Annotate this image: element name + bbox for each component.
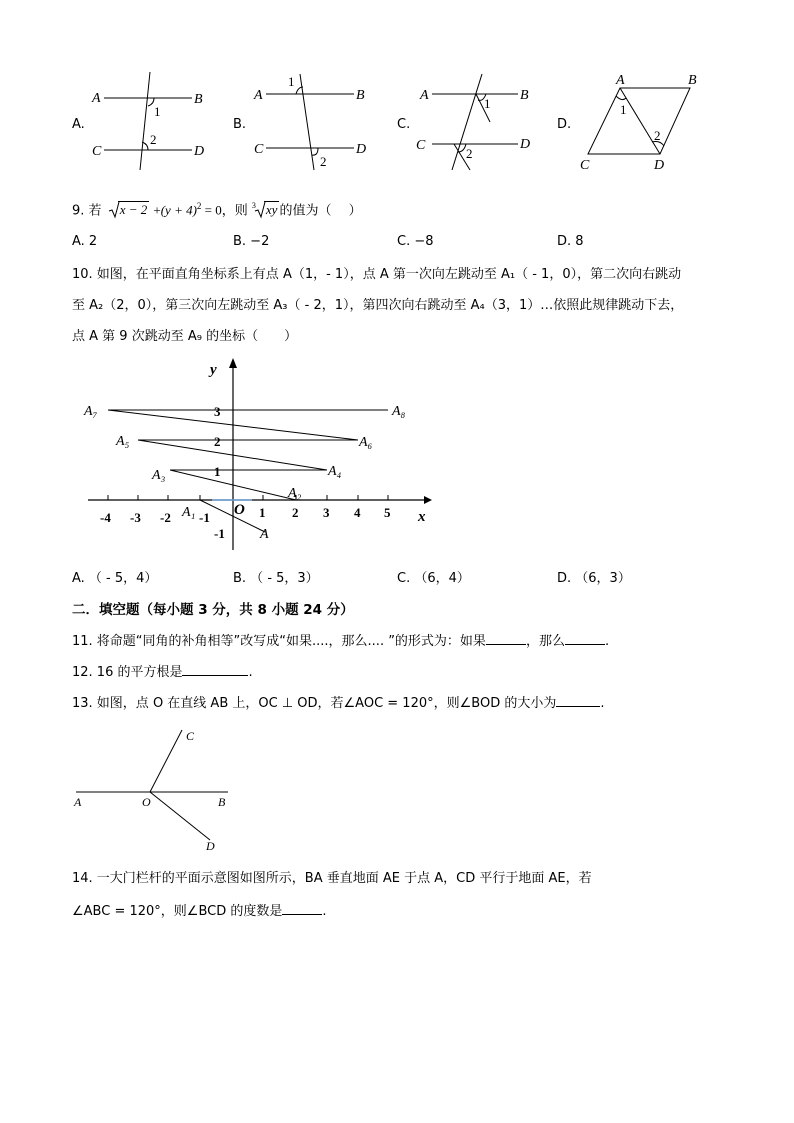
svg-text:C: C — [92, 144, 102, 159]
svg-text:D: D — [520, 137, 531, 152]
q13-end: . — [600, 696, 605, 711]
svg-text:1: 1 — [288, 74, 295, 89]
svg-text:2: 2 — [150, 132, 157, 147]
q9-sqrt — [108, 200, 150, 220]
svg-text:B: B — [520, 88, 529, 103]
q13-question — [72, 692, 604, 714]
q11-blank-if — [486, 630, 526, 645]
q10-line-2: 至 A₂（2，0），第三次向左跳动至 A₃（ - 2，1），第四次向右跳动至 A₄（3，1）…依照此规律跳动下去， — [72, 298, 684, 313]
y-tick-label: 2 — [214, 434, 221, 449]
q11-text: 11. 将命题“同角的补角相等”改写成“如果....，那么.... ”的形式为：如果 — [72, 634, 486, 649]
q9-plus: + — [153, 202, 161, 218]
svg-text:A: A — [616, 73, 625, 88]
x-tick-label: -2 — [160, 510, 171, 525]
q14-line-2 — [72, 900, 327, 922]
q11-end: . — [604, 634, 610, 649]
x-tick-label: 5 — [384, 505, 391, 520]
point-label-a6: A₆ — [359, 435, 373, 450]
svg-text:B: B — [356, 88, 365, 103]
x-axis-label: x — [418, 509, 426, 525]
q12-blank — [182, 661, 248, 676]
point-label-a7: A₇ — [84, 404, 98, 419]
q8-option-d-key: D. — [557, 117, 572, 132]
point-label-a2: A₂ — [288, 486, 302, 501]
q14-line-1: 14. 一大门栏杆的平面示意图如图所示，BA 垂直地面 AE 于点 A，CD 平行于地面 AE，若 — [72, 871, 592, 886]
svg-text:1: 1 — [154, 104, 161, 119]
q9-option-c: C. −8 — [397, 234, 434, 249]
q10-option-b: B. （ - 5，3） — [233, 571, 319, 586]
q10-option-a: A. （ - 5，4） — [72, 571, 158, 586]
x-tick-label: 4 — [354, 505, 361, 520]
svg-text:D: D — [194, 144, 205, 159]
q9-option-b: B. −2 — [233, 234, 270, 249]
q9-number: 9. 若 — [72, 203, 102, 219]
q9-equals: = 0，则 — [201, 202, 248, 218]
svg-text:C: C — [254, 142, 264, 157]
point-label-a4: A₄ — [328, 464, 342, 479]
svg-text:C: C — [186, 729, 195, 743]
q11-mid: ，那么 — [525, 634, 565, 649]
q10-coordinate-graph — [80, 356, 440, 556]
q12-end: . — [248, 665, 253, 680]
q13-figure — [70, 724, 240, 854]
x-tick-label: 3 — [323, 505, 330, 520]
q9-tail: 的值为（ ） — [279, 203, 362, 219]
point-label-a3: A₃ — [152, 468, 166, 483]
svg-text:2: 2 — [654, 128, 661, 143]
q8-option-b-figure — [250, 70, 380, 175]
q10-line-1: 10. 如图，在平面直角坐标系上有点 A（1，- 1），点 A 第一次向左跳动至 A₁（ - 1，0），第二次向右跳动 — [72, 267, 682, 282]
q12-question — [72, 661, 253, 683]
q9-option-d: D. 8 — [557, 234, 584, 249]
x-tick-label: 1 — [259, 505, 266, 520]
q9-paren: (y + 4) — [160, 202, 197, 218]
svg-text:A: A — [420, 88, 429, 103]
q14-text: ∠ABC = 120°，则∠BCD 的度数是 — [72, 904, 283, 919]
point-label-a: A — [260, 527, 269, 542]
svg-text:2: 2 — [320, 154, 327, 169]
section-title: 二．填空题（每小题 3 分，共 8 小题 24 分） — [72, 602, 354, 618]
q8-option-a-figure — [88, 66, 218, 176]
svg-text:A: A — [254, 88, 263, 103]
svg-text:D: D — [356, 142, 367, 157]
q8-option-a-key: A. — [72, 117, 85, 132]
q8-option-c-key: C. — [397, 117, 411, 132]
svg-text:1: 1 — [620, 102, 627, 117]
q8-option-b-key: B. — [233, 117, 247, 132]
svg-text:1: 1 — [484, 96, 491, 111]
origin-label: O — [234, 502, 245, 518]
svg-text:D: D — [654, 158, 665, 173]
q9-cube-radicand: xy — [265, 202, 278, 218]
q9-option-a: A. 2 — [72, 234, 98, 249]
svg-text:B: B — [194, 92, 203, 107]
q8-option-c-figure — [414, 70, 544, 175]
svg-text:A: A — [92, 91, 101, 106]
q10-option-d: D. （6，3） — [557, 571, 631, 586]
q12-text: 12. 16 的平方根是 — [72, 665, 183, 680]
q13-blank — [556, 692, 600, 707]
q11-question — [72, 630, 609, 652]
q9-superscript: 2 — [196, 201, 202, 211]
x-tick-label: -1 — [199, 510, 210, 525]
svg-text:2: 2 — [466, 146, 473, 161]
svg-text:B: B — [218, 795, 226, 809]
q9-question — [72, 196, 362, 221]
x-tick-label: -4 — [100, 510, 111, 525]
y-tick-label: -1 — [214, 526, 225, 541]
q14-blank — [282, 900, 322, 915]
svg-text:C: C — [580, 158, 590, 173]
q11-blank-then — [565, 630, 605, 645]
point-label-a5: A₅ — [116, 434, 130, 449]
q10-line-3: 点 A 第 9 次跳动至 A₉ 的坐标（ ） — [72, 329, 298, 344]
jump-path — [108, 410, 388, 532]
svg-text:B: B — [688, 73, 697, 88]
y-tick-label: 1 — [214, 464, 221, 479]
svg-text:A: A — [74, 795, 82, 809]
x-tick-label: -3 — [130, 510, 141, 525]
q14-end: . — [322, 904, 327, 919]
q9-radicand: x − 2 — [119, 202, 148, 218]
svg-text:O: O — [142, 795, 151, 809]
svg-text:D: D — [206, 839, 215, 853]
y-tick-label: 3 — [214, 404, 221, 419]
y-axis-label: y — [210, 362, 217, 378]
point-label-a1: A₁ — [182, 505, 196, 520]
q10-option-c: C. （6，4） — [397, 571, 470, 586]
q8-option-d-figure — [576, 70, 706, 175]
svg-text:C: C — [416, 138, 426, 153]
q13-text: 13. 如图，点 O 在直线 AB 上，OC ⊥ OD，若∠AOC = 120°，则∠BOD 的大小为 — [72, 696, 557, 711]
q9-cube-index: 3 — [251, 201, 256, 211]
x-tick-label: 2 — [292, 505, 299, 520]
q9-cube-root — [252, 200, 280, 220]
point-label-a8: A₈ — [392, 404, 406, 419]
